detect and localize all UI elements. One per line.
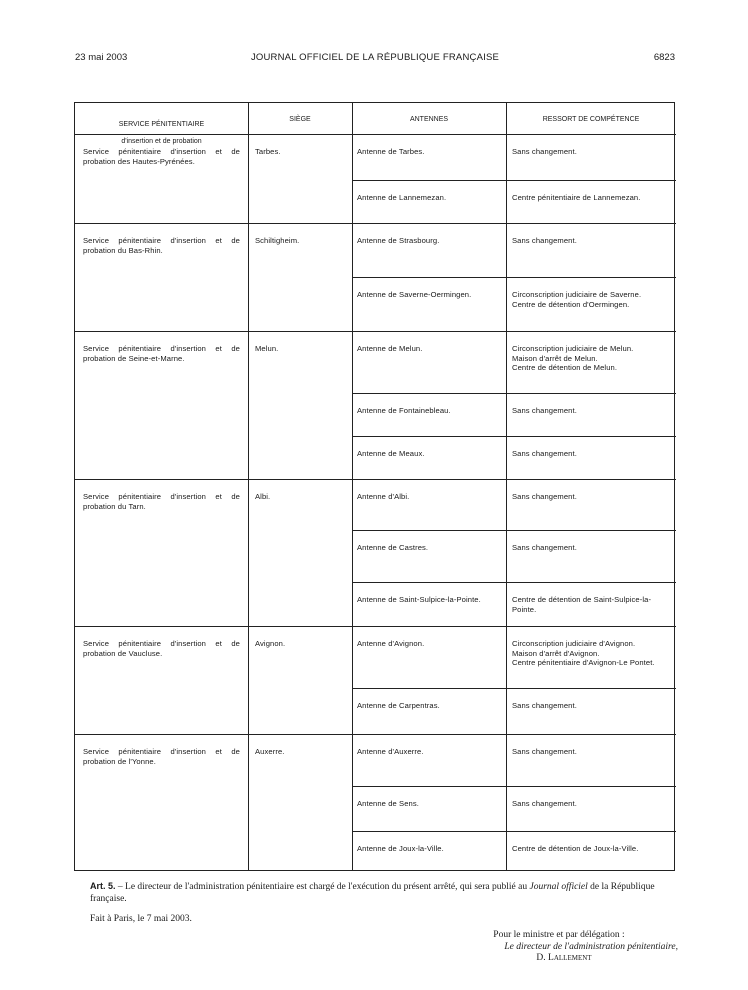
row-divider: [75, 134, 676, 135]
ressort-cell: Sans changement.: [512, 799, 577, 808]
ressort-cell: Sans changement.: [512, 406, 577, 415]
publication-date: 23 mai 2003: [75, 52, 128, 63]
row-divider: [352, 786, 676, 787]
journal-title: JOURNAL OFFICIEL DE LA RÉPUBLIQUE FRANÇAISE: [250, 52, 500, 63]
column-header-ressort: RESSORT DE COMPÉTENCE: [542, 116, 640, 123]
signature-delegation: Pour le ministre et par délégation :: [493, 930, 625, 940]
ressort-cell: Sans changement.: [512, 147, 577, 156]
page-header: [75, 52, 675, 66]
signature-name: D. Lallement: [536, 953, 592, 963]
column-divider: [506, 103, 507, 870]
column-header-service-label: SERVICE PÉNITENTIAIRE: [118, 120, 205, 128]
row-divider: [352, 436, 676, 437]
ressort-cell: Sans changement.: [512, 701, 577, 710]
row-divider: [352, 582, 676, 583]
signature-block: [420, 930, 678, 965]
service-cell: Service pénitentiaire d'insertion et de probation de Seine-et-Marne.: [83, 344, 240, 363]
siege-cell: Melun.: [255, 344, 279, 353]
antenne-cell: Antenne de Meaux.: [357, 449, 425, 458]
ressort-cell: Centre de détention de Joux-la-Ville.: [512, 844, 639, 853]
row-divider: [75, 331, 676, 332]
antenne-cell: Antenne de Joux-la-Ville.: [357, 844, 444, 853]
ressort-cell: Sans changement.: [512, 747, 577, 756]
column-header-antennes: ANTENNES: [409, 116, 449, 123]
antenne-cell: Antenne de Saverne-Oermingen.: [357, 290, 472, 299]
row-divider: [352, 688, 676, 689]
competence-table: [74, 102, 675, 871]
service-cell: Service pénitentiaire d'insertion et de probation de l'Yonne.: [83, 747, 240, 766]
row-divider: [75, 734, 676, 735]
row-divider: [352, 180, 676, 181]
antenne-cell: Antenne de Saint-Sulpice-la-Pointe.: [357, 595, 481, 604]
row-divider: [352, 831, 676, 832]
article-5: [90, 880, 680, 905]
signature-date-place: Fait à Paris, le 7 mai 2003.: [90, 914, 192, 924]
row-divider: [75, 626, 676, 627]
ressort-cell: Circonscription judiciaire de Melun. Maison d'arrêt de Melun. Centre de détention de Melun.: [512, 344, 634, 372]
ressort-cell: Sans changement.: [512, 543, 577, 552]
antenne-cell: Antenne d'Albi.: [357, 492, 410, 501]
antenne-cell: Antenne de Carpentras.: [357, 701, 440, 710]
row-divider: [352, 393, 676, 394]
article-text-before: – Le directeur de l'administration pénitentiaire est chargé de l'exécution du présent arrêté, qui sera publié au: [115, 882, 530, 892]
siege-cell: Tarbes.: [255, 147, 281, 156]
ressort-cell: Sans changement.: [512, 449, 577, 458]
row-divider: [352, 530, 676, 531]
column-header-service: [75, 112, 248, 146]
ressort-cell: Circonscription judiciaire de Saverne. Centre de détention d'Oermingen.: [512, 290, 642, 309]
ressort-cell: Centre de détention de Saint-Sulpice-la- Pointe.: [512, 595, 652, 614]
antenne-cell: Antenne de Tarbes.: [357, 147, 425, 156]
row-divider: [352, 277, 676, 278]
antenne-cell: Antenne de Fontainebleau.: [357, 406, 451, 415]
page-number: 6823: [653, 52, 675, 63]
column-header-service-sub: d'insertion et de probation: [121, 137, 202, 145]
service-cell: Service pénitentiaire d'insertion et de probation du Tarn.: [83, 492, 240, 511]
antenne-cell: Antenne de Lannemezan.: [357, 193, 447, 202]
antenne-cell: Antenne de Melun.: [357, 344, 423, 353]
article-text-after: de la République française.: [90, 882, 655, 904]
column-header-siege: SIÈGE: [289, 116, 311, 123]
ressort-cell: Sans changement.: [512, 492, 577, 501]
antenne-cell: Antenne d'Avignon.: [357, 639, 425, 648]
article-label: Art. 5.: [90, 881, 116, 891]
column-divider: [248, 103, 249, 870]
ressort-cell: Sans changement.: [512, 236, 577, 245]
signature-title: Le directeur de l'administration pénitentiaire,: [504, 941, 678, 952]
service-cell: Service pénitentiaire d'insertion et de probation de Vaucluse.: [83, 639, 240, 658]
siege-cell: Auxerre.: [255, 747, 285, 756]
antenne-cell: Antenne de Sens.: [357, 799, 419, 808]
antenne-cell: Antenne de Castres.: [357, 543, 429, 552]
siege-cell: Albi.: [255, 492, 271, 501]
service-cell: Service pénitentiaire d'insertion et de probation du Bas-Rhin.: [83, 236, 240, 255]
service-cell: Service pénitentiaire d'insertion et de probation des Hautes-Pyrénées.: [83, 147, 240, 166]
antenne-cell: Antenne d'Auxerre.: [357, 747, 424, 756]
ressort-cell: Circonscription judiciaire d'Avignon. Maison d'arrêt d'Avignon. Centre pénitentiaire d'Avignon-Le Pontet.: [512, 639, 655, 667]
column-divider: [352, 103, 353, 870]
journal-reference: Journal officiel: [529, 882, 588, 892]
row-divider: [75, 223, 676, 224]
antenne-cell: Antenne de Strasbourg.: [357, 236, 440, 245]
siege-cell: Avignon.: [255, 639, 286, 648]
ressort-cell: Centre pénitentiaire de Lannemezan.: [512, 193, 641, 202]
row-divider: [75, 479, 676, 480]
siege-cell: Schiltigheim.: [255, 236, 300, 245]
